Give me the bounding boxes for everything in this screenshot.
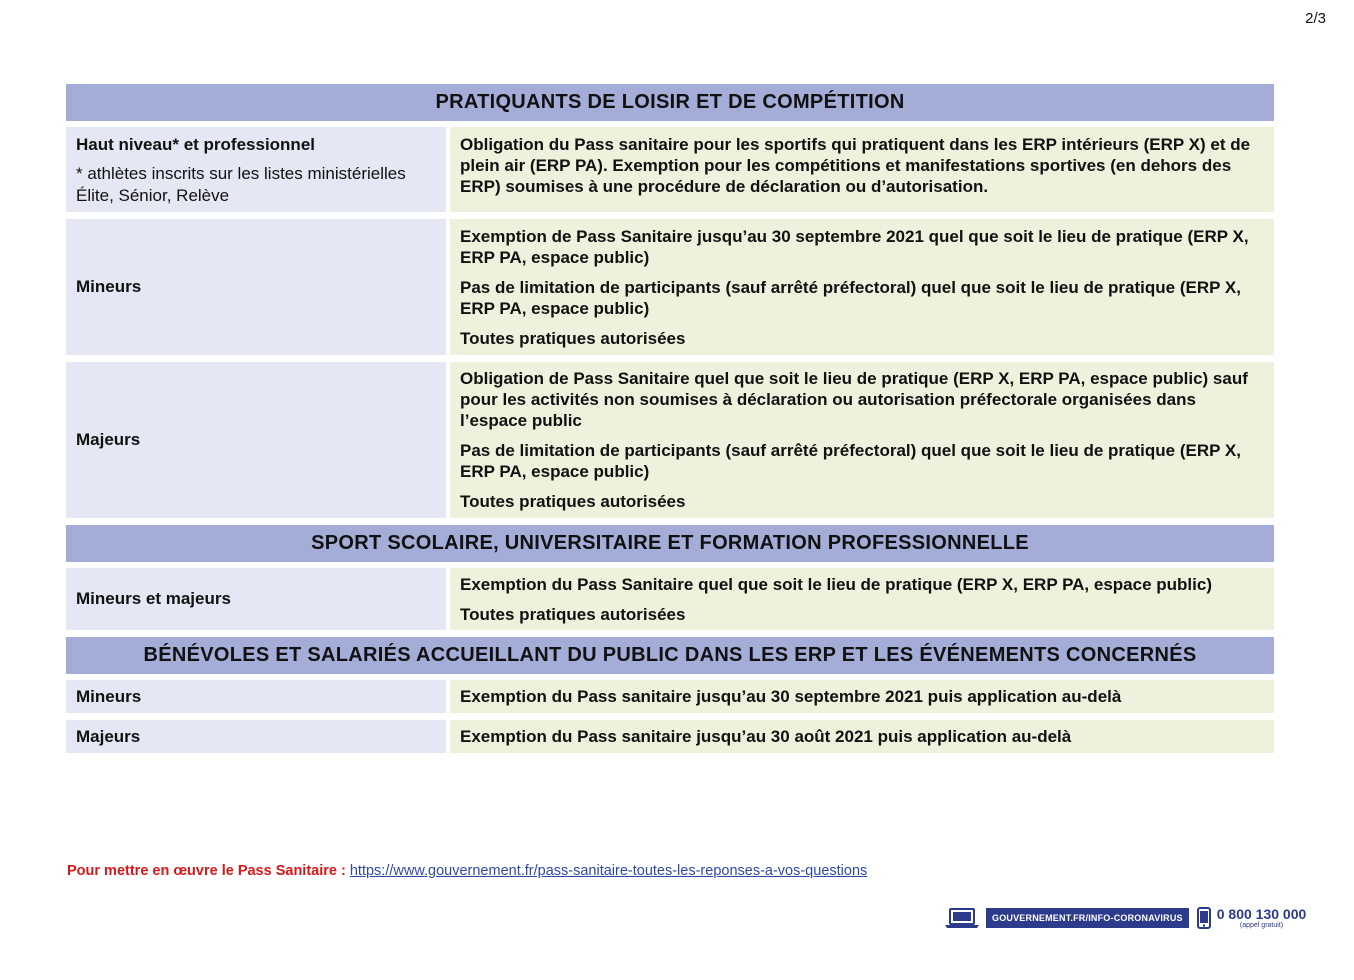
row-label-cell — [66, 680, 446, 713]
table-row — [66, 568, 1274, 630]
row-label: Haut niveau* et professionnel — [76, 135, 315, 154]
row-label: Mineurs — [76, 686, 142, 706]
row-label: Majeurs — [76, 430, 141, 449]
rule-text: Toutes pratiques autorisées — [460, 492, 686, 511]
table-row — [66, 127, 1274, 212]
rule-text: Exemption du Pass sanitaire jusqu’au 30 septembre 2021 puis application au-delà — [460, 687, 1122, 706]
row-rule-cell — [450, 127, 1274, 212]
rule-text: Exemption du Pass sanitaire jusqu’au 30 août 2021 puis application au-delà — [460, 727, 1072, 746]
table-row — [66, 680, 1274, 713]
row-label: Mineurs et majeurs — [76, 589, 231, 608]
row-label: Mineurs — [76, 277, 142, 296]
row-label-cell — [66, 127, 446, 212]
row-label-cell — [66, 362, 446, 518]
rule-text: Toutes pratiques autorisées — [460, 604, 686, 624]
rule-text: Pas de limitation de participants (sauf arrêté préfectoral) quel que soit le lieu de pratique (ERP X, ERP PA, espace public) — [460, 277, 1241, 318]
phone-number[interactable]: 0 800 130 000 — [1216, 905, 1307, 922]
section-header-benevoles: BÉNÉVOLES ET SALARIÉS ACCUEILLANT DU PUBLIC DANS LES ERP ET LES ÉVÉNEMENTS CONCERNÉS — [66, 637, 1274, 674]
row-label: Majeurs — [76, 726, 141, 746]
table-row — [66, 362, 1274, 518]
footer-contact — [944, 904, 1306, 932]
row-label-cell — [66, 720, 446, 753]
row-footnote: * athlètes inscrits sur les listes ministérielles Élite, Sénior, Relève — [76, 164, 406, 205]
rule-text: Exemption de Pass Sanitaire jusqu’au 30 septembre 2021 quel que soit le lieu de pratique (ERP X, ERP PA, espace public) — [460, 226, 1249, 267]
table-row — [66, 720, 1274, 753]
rule-text: Exemption du Pass Sanitaire quel que soit le lieu de pratique (ERP X, ERP PA, espace public) — [460, 574, 1212, 594]
row-rule-cell — [450, 720, 1274, 753]
row-rule-cell — [450, 362, 1274, 518]
footer-label: Pour mettre en œuvre le Pass Sanitaire : — [67, 863, 346, 879]
pass-sanitaire-link[interactable]: https://www.gouvernement.fr/pass-sanitaire-toutes-les-reponses-a-vos-questions — [349, 863, 868, 879]
row-rule-cell — [450, 680, 1274, 713]
laptop-icon — [944, 907, 980, 929]
rule-text: Obligation du Pass sanitaire pour les sportifs qui pratiquent dans les ERP intérieurs (ERP X) et de plein air (ERP PA). Exemption pour les compétitions et manifestations sportives (en dehors des ERP) soumises à une procédure de déclaration ou d’autorisation. — [460, 135, 1251, 196]
row-label-cell — [66, 219, 446, 355]
page-number: 2/3 — [1305, 10, 1326, 27]
rule-text: Toutes pratiques autorisées — [460, 328, 686, 348]
row-label-cell — [66, 568, 446, 630]
phone-icon — [1197, 907, 1211, 929]
rule-text: Obligation de Pass Sanitaire quel que soit le lieu de pratique (ERP X, ERP PA, espace public) sauf pour les activités non soumises à déclaration ou autorisation préfectorale organisées dans l’espace public — [460, 369, 1248, 430]
footer-link-line — [67, 863, 867, 879]
rule-text: Pas de limitation de participants (sauf arrêté préfectoral) quel que soit le lieu de pratique (ERP X, ERP PA, espace public) — [460, 441, 1241, 481]
row-rule-cell — [450, 568, 1274, 630]
section-header-loisir: PRATIQUANTS DE LOISIR ET DE COMPÉTITION — [66, 84, 1274, 121]
section-header-scolaire: SPORT SCOLAIRE, UNIVERSITAIRE ET FORMATION PROFESSIONNELLE — [66, 525, 1274, 562]
gouv-info-badge[interactable]: GOUVERNEMENT.FR/INFO-CORONAVIRUS — [986, 908, 1189, 928]
rules-table — [66, 84, 1274, 760]
phone-block — [1217, 907, 1307, 930]
phone-note: (appel gratuit) — [1239, 921, 1284, 929]
row-rule-cell — [450, 219, 1274, 355]
table-row — [66, 219, 1274, 355]
